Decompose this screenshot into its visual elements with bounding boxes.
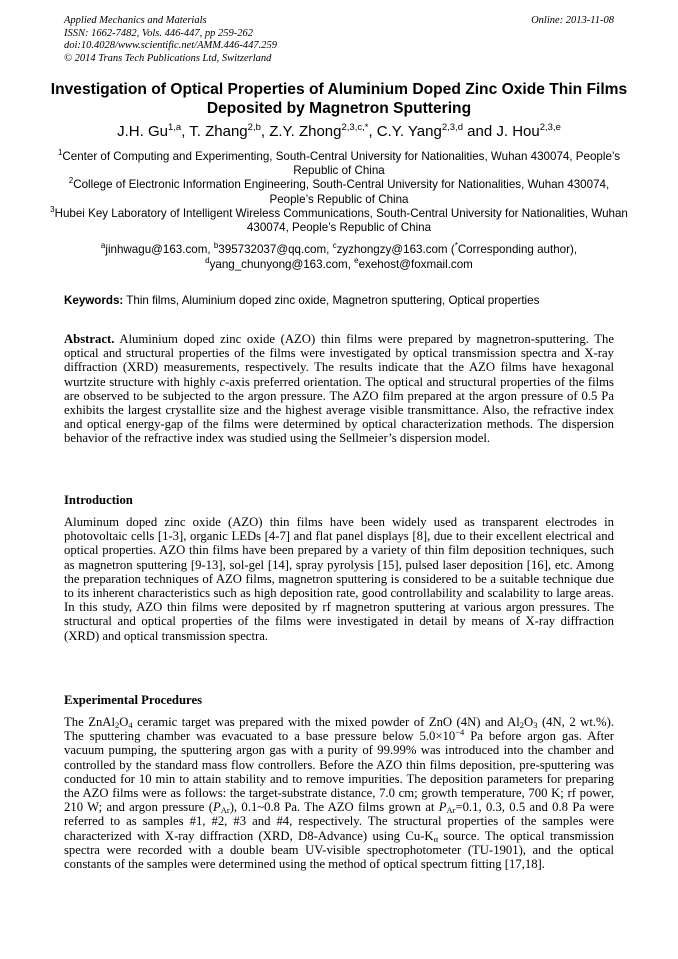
paper-title: Investigation of Optical Properties of Aluminium Doped Zinc Oxide Thin Films Deposited by Magnetron Sputtering bbox=[50, 81, 628, 117]
issn-line: ISSN: 1662-7482, Vols. 446-447, pp 259-262 bbox=[64, 27, 253, 39]
author: J. Hou$^{2,3,e}$ bbox=[496, 122, 561, 140]
affiliation: $^3$Hubei Key Laboratory of Intelligent Wireless Communications, South-Central University for Nationalities, Wuhan 430074, People’s Republic of China bbox=[50, 204, 628, 235]
abstract-label: Abstract. bbox=[64, 332, 115, 346]
affiliation: $^2$College of Electronic Information Engineering, South-Central University for Nationalities, Wuhan 430074, People’s Republic of China bbox=[68, 176, 610, 206]
keywords-text: Thin films, Aluminium doped zinc oxide, Magnetron sputtering, Optical properties bbox=[126, 294, 540, 307]
section-heading-experimental: Experimental Procedures bbox=[64, 693, 203, 707]
email-list: $^a$jinhwagu@163.com, $^b$395732037@qq.com, $^c$zyzhongzy@163.com (*Corresponding author), $^d$yang_chunyong@163.com, $^e$exehost@foxmail.com bbox=[100, 241, 578, 271]
journal-name: Applied Mechanics and Materials bbox=[64, 15, 207, 26]
corresponding-note: Corresponding author bbox=[457, 243, 570, 256]
online-date: Online: 2013-11-08 bbox=[531, 15, 614, 26]
author: J.H. Gu$^{1,a}$, bbox=[117, 122, 190, 140]
email-b[interactable]: 395732037@qq.com bbox=[218, 243, 327, 256]
keywords bbox=[64, 294, 614, 308]
experimental-text: The $ZnAl_2O_4$ ceramic target was prepared with the mixed powder of ZnO (4N) and $Al_2O_3$ (4N, 2 wt.%). The sputtering chamber was evacuated to a base pressure below $5.0\times 10^{-4}$ Pa before argon gas. After vacuum pumping, the sputtering argon gas with a purity of 99.99% was introduced into the chamber and controlled by the standard mass flow controllers. Before the AZO thin films deposition, pre-sputtering was conducted for 10 min to attain stability and to remove impurities. The deposition parameters for preparing the AZO films were as follows: the target-substrate distance, 7.0 cm; growth temperature, 700 K; rf power, 210 W; and argon pressure $(P_{Ar})$, 0.1~0.8 Pa. The AZO films grown at $P_{Ar}=0.1$, 0.3, 0.5 and 0.8 Pa were referred to as samples #1, #2, #3 and #4, respectively. The structural properties of the samples were characterized with X-ray diffraction (XRD, D8-Advance) using $Cu-K_\alpha$ source. The optical transmission spectra were recorded with a double beam UV-visible spectrophotometer (TU-1901), and the optical constants of the samples were determined using the method of optical spectrum fitting [17,18]. bbox=[64, 715, 615, 872]
copyright-line: © 2014 Trans Tech Publications Ltd, Switzerland bbox=[64, 52, 272, 64]
author: C.Y. Yang$^{2,3,d}$ and bbox=[376, 122, 497, 140]
affiliation-list bbox=[50, 150, 628, 235]
running-header bbox=[64, 15, 277, 65]
abstract: Abstract. Aluminium doped zinc oxide (AZO) thin films were prepared by magnetron-sputtering. The optical and structural properties of the films were investigated by optical transmission spectra and X-ray diffraction (XRD) measurements, respectively. The results indicate that the AZO films have hexagonal wurtzite structure with highly c-axis preferred orientation. The optical and structural properties of the films are observed to be subjected to the argon pressure. The AZO film prepared at the argon pressure of 0.5 Pa exhibits the largest crystallite size and the highest average visible transmittance. Also, the refractive index and optical energy-gap of the films were determined by optical characterization methods. The dispersion behavior of the refractive index was studied using the Sellmeier’s dispersion model. bbox=[64, 332, 614, 446]
email-d[interactable]: yang_chunyong@163.com bbox=[209, 257, 348, 271]
keywords-label: Keywords: bbox=[64, 294, 124, 307]
email-c[interactable]: zyzhongzy@163.com bbox=[336, 243, 448, 256]
author: Z.Y. Zhong$^{2,3,c,*}$, bbox=[269, 122, 377, 140]
email-a[interactable]: jinhwagu@163.com bbox=[105, 243, 208, 256]
author-list bbox=[50, 122, 628, 142]
author: T. Zhang$^{2,b}$, bbox=[189, 122, 270, 140]
introduction-text: Aluminum doped zinc oxide (AZO) thin films have been widely used as transparent electrodes in photovoltaic cells [1-3], organic LEDs [4-7] and flat panel displays [8], due to their excellent electrical and optical properties. AZO thin films have been prepared by a variety of thin film deposition techniques, such as magnetron sputtering [9-13], sol-gel [14], spray pyrolysis [15], pulsed laser deposition [16], etc. Among the preparation techniques of AZO films, magnetron sputtering is considered to be a suitable technique due to its inherent characteristics such as high deposition rate, good controllability and scalability to large areas. In this study, AZO thin films were deposited by rf magnetron sputtering at various argon pressures. The structural and optical properties of the films were investigated in detail by means of X-ray diffraction (XRD) and optical transmission spectra. bbox=[64, 515, 614, 643]
section-heading-introduction: Introduction bbox=[64, 493, 133, 507]
email-e[interactable]: exehost@foxmail.com bbox=[358, 257, 473, 271]
affiliation: $^1$Center of Computing and Experimenting, South-Central University for Nationalities, Wuhan 430074, People’s Republic of China bbox=[57, 148, 621, 178]
doi-line: doi:10.4028/www.scientific.net/AMM.446-447.259 bbox=[64, 40, 277, 51]
